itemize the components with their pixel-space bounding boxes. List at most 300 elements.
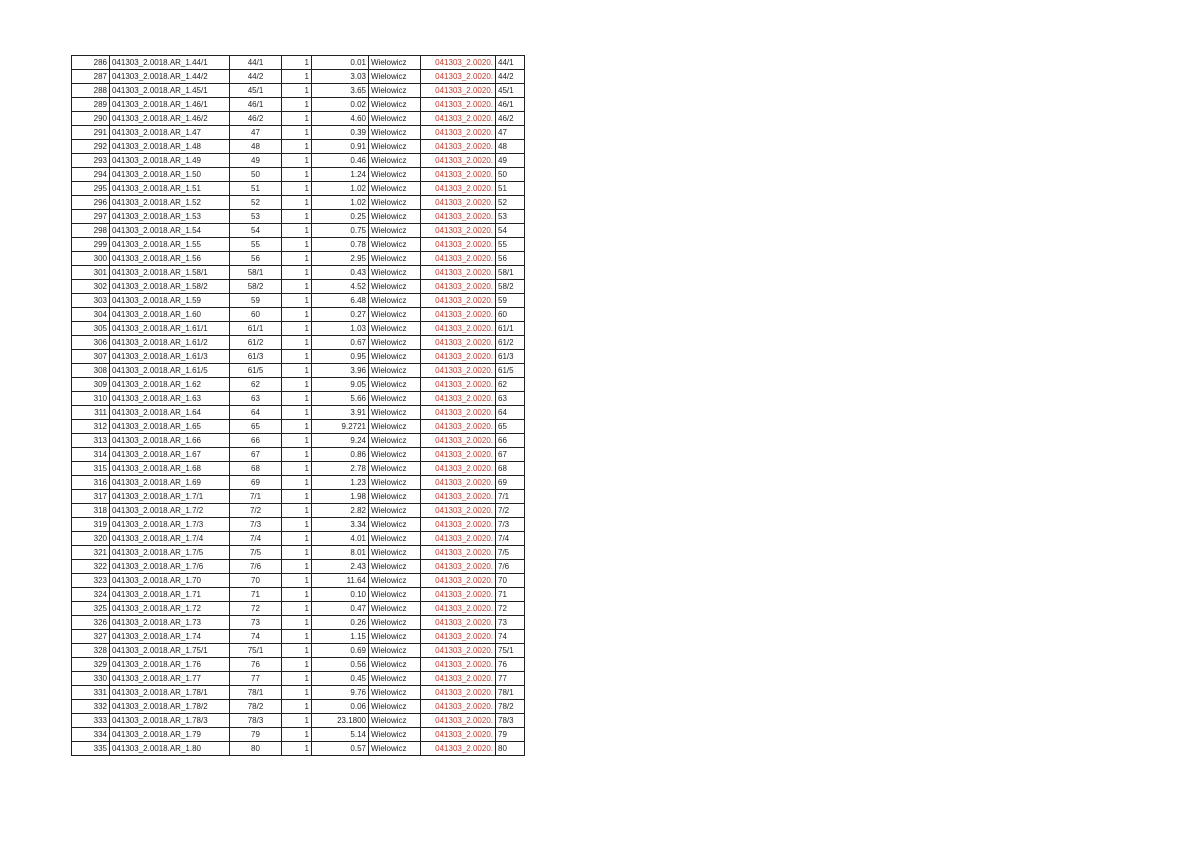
locality-cell: Wielowicz [369,266,421,280]
row-number-cell: 314 [72,448,110,462]
target-code-cell: 041303_2.0020. [421,504,496,518]
row-number-cell: 310 [72,392,110,406]
parcel-identifier-cell: 041303_2.0018.AR_1.64 [110,406,230,420]
parcel-identifier-cell: 041303_2.0018.AR_1.78/1 [110,686,230,700]
target-code-cell: 041303_2.0020. [421,714,496,728]
area-cell: 2.95 [312,252,369,266]
locality-cell: Wielowicz [369,336,421,350]
table-row [72,532,525,546]
row-number-cell: 324 [72,588,110,602]
locality-cell: Wielowicz [369,378,421,392]
target-parcel-cell: 71 [496,588,525,602]
target-code-cell: 041303_2.0020. [421,84,496,98]
parcel-identifier-cell: 041303_2.0018.AR_1.61/2 [110,336,230,350]
count-cell: 1 [282,532,312,546]
row-number-cell: 294 [72,168,110,182]
parcel-number-cell: 80 [230,742,282,756]
locality-cell: Wielowicz [369,462,421,476]
parcel-number-cell: 50 [230,168,282,182]
area-cell: 8.01 [312,546,369,560]
count-cell: 1 [282,476,312,490]
locality-cell: Wielowicz [369,70,421,84]
target-code-cell: 041303_2.0020. [421,518,496,532]
area-cell: 0.86 [312,448,369,462]
parcel-identifier-cell: 041303_2.0018.AR_1.71 [110,588,230,602]
row-number-cell: 334 [72,728,110,742]
target-parcel-cell: 70 [496,574,525,588]
count-cell: 1 [282,448,312,462]
table-row [72,742,525,756]
area-cell: 0.78 [312,238,369,252]
table-row [72,140,525,154]
target-parcel-cell: 48 [496,140,525,154]
area-cell: 0.43 [312,266,369,280]
locality-cell: Wielowicz [369,490,421,504]
area-cell: 9.24 [312,434,369,448]
target-parcel-cell: 73 [496,616,525,630]
count-cell: 1 [282,182,312,196]
row-number-cell: 301 [72,266,110,280]
locality-cell: Wielowicz [369,84,421,98]
target-parcel-cell: 44/1 [496,56,525,70]
parcel-number-cell: 71 [230,588,282,602]
parcel-number-cell: 46/1 [230,98,282,112]
area-cell: 0.75 [312,224,369,238]
parcel-identifier-cell: 041303_2.0018.AR_1.78/2 [110,700,230,714]
count-cell: 1 [282,84,312,98]
target-parcel-cell: 53 [496,210,525,224]
count-cell: 1 [282,280,312,294]
count-cell: 1 [282,588,312,602]
table-row [72,434,525,448]
parcel-number-cell: 67 [230,448,282,462]
count-cell: 1 [282,364,312,378]
count-cell: 1 [282,266,312,280]
parcel-identifier-cell: 041303_2.0018.AR_1.77 [110,672,230,686]
target-code-cell: 041303_2.0020. [421,98,496,112]
table-row [72,182,525,196]
row-number-cell: 323 [72,574,110,588]
row-number-cell: 307 [72,350,110,364]
count-cell: 1 [282,686,312,700]
area-cell: 1.02 [312,182,369,196]
count-cell: 1 [282,98,312,112]
count-cell: 1 [282,252,312,266]
parcel-number-cell: 49 [230,154,282,168]
row-number-cell: 302 [72,280,110,294]
row-number-cell: 300 [72,252,110,266]
target-code-cell: 041303_2.0020. [421,434,496,448]
target-parcel-cell: 66 [496,434,525,448]
parcel-number-cell: 45/1 [230,84,282,98]
target-parcel-cell: 45/1 [496,84,525,98]
row-number-cell: 330 [72,672,110,686]
parcel-number-cell: 58/1 [230,266,282,280]
parcel-identifier-cell: 041303_2.0018.AR_1.58/1 [110,266,230,280]
target-parcel-cell: 74 [496,630,525,644]
locality-cell: Wielowicz [369,518,421,532]
target-parcel-cell: 79 [496,728,525,742]
target-code-cell: 041303_2.0020. [421,364,496,378]
parcel-identifier-cell: 041303_2.0018.AR_1.52 [110,196,230,210]
parcel-identifier-cell: 041303_2.0018.AR_1.73 [110,616,230,630]
row-number-cell: 289 [72,98,110,112]
target-code-cell: 041303_2.0020. [421,56,496,70]
count-cell: 1 [282,238,312,252]
parcel-number-cell: 64 [230,406,282,420]
table-row [72,406,525,420]
area-cell: 0.47 [312,602,369,616]
count-cell: 1 [282,140,312,154]
area-cell: 0.45 [312,672,369,686]
parcel-identifier-cell: 041303_2.0018.AR_1.7/5 [110,546,230,560]
count-cell: 1 [282,322,312,336]
target-code-cell: 041303_2.0020. [421,140,496,154]
parcel-number-cell: 7/1 [230,490,282,504]
target-code-cell: 041303_2.0020. [421,210,496,224]
parcel-identifier-cell: 041303_2.0018.AR_1.54 [110,224,230,238]
table-row [72,168,525,182]
parcel-identifier-cell: 041303_2.0018.AR_1.7/4 [110,532,230,546]
locality-cell: Wielowicz [369,574,421,588]
row-number-cell: 287 [72,70,110,84]
row-number-cell: 316 [72,476,110,490]
row-number-cell: 286 [72,56,110,70]
parcel-identifier-cell: 041303_2.0018.AR_1.68 [110,462,230,476]
area-cell: 0.91 [312,140,369,154]
count-cell: 1 [282,406,312,420]
row-number-cell: 326 [72,616,110,630]
target-parcel-cell: 60 [496,308,525,322]
row-number-cell: 333 [72,714,110,728]
parcel-number-cell: 78/1 [230,686,282,700]
parcel-number-cell: 59 [230,294,282,308]
parcel-identifier-cell: 041303_2.0018.AR_1.47 [110,126,230,140]
locality-cell: Wielowicz [369,140,421,154]
count-cell: 1 [282,546,312,560]
target-code-cell: 041303_2.0020. [421,686,496,700]
parcel-identifier-cell: 041303_2.0018.AR_1.74 [110,630,230,644]
locality-cell: Wielowicz [369,364,421,378]
area-cell: 3.03 [312,70,369,84]
locality-cell: Wielowicz [369,476,421,490]
target-parcel-cell: 59 [496,294,525,308]
target-code-cell: 041303_2.0020. [421,378,496,392]
table-row [72,350,525,364]
target-code-cell: 041303_2.0020. [421,672,496,686]
target-parcel-cell: 7/4 [496,532,525,546]
parcel-identifier-cell: 041303_2.0018.AR_1.72 [110,602,230,616]
parcel-identifier-cell: 041303_2.0018.AR_1.62 [110,378,230,392]
area-cell: 3.96 [312,364,369,378]
target-code-cell: 041303_2.0020. [421,112,496,126]
target-parcel-cell: 7/5 [496,546,525,560]
locality-cell: Wielowicz [369,546,421,560]
target-parcel-cell: 64 [496,406,525,420]
target-parcel-cell: 46/2 [496,112,525,126]
area-cell: 9.2721 [312,420,369,434]
count-cell: 1 [282,420,312,434]
row-number-cell: 335 [72,742,110,756]
locality-cell: Wielowicz [369,560,421,574]
target-parcel-cell: 72 [496,602,525,616]
count-cell: 1 [282,112,312,126]
area-cell: 0.25 [312,210,369,224]
parcel-number-cell: 48 [230,140,282,154]
target-parcel-cell: 50 [496,168,525,182]
table-row [72,252,525,266]
area-cell: 3.91 [312,406,369,420]
table-row [72,574,525,588]
locality-cell: Wielowicz [369,98,421,112]
parcel-number-cell: 7/6 [230,560,282,574]
target-parcel-cell: 78/2 [496,700,525,714]
locality-cell: Wielowicz [369,728,421,742]
table-row [72,686,525,700]
area-cell: 0.67 [312,336,369,350]
table-row [72,728,525,742]
row-number-cell: 299 [72,238,110,252]
target-code-cell: 041303_2.0020. [421,700,496,714]
table-row [72,448,525,462]
target-parcel-cell: 7/2 [496,504,525,518]
locality-cell: Wielowicz [369,224,421,238]
parcel-identifier-cell: 041303_2.0018.AR_1.61/1 [110,322,230,336]
target-code-cell: 041303_2.0020. [421,658,496,672]
parcel-identifier-cell: 041303_2.0018.AR_1.49 [110,154,230,168]
table-row [72,560,525,574]
parcel-identifier-cell: 041303_2.0018.AR_1.76 [110,658,230,672]
target-code-cell: 041303_2.0020. [421,182,496,196]
parcel-number-cell: 66 [230,434,282,448]
row-number-cell: 311 [72,406,110,420]
count-cell: 1 [282,672,312,686]
area-cell: 1.23 [312,476,369,490]
parcel-identifier-cell: 041303_2.0018.AR_1.7/1 [110,490,230,504]
row-number-cell: 328 [72,644,110,658]
table-row [72,112,525,126]
parcel-number-cell: 53 [230,210,282,224]
parcel-identifier-cell: 041303_2.0018.AR_1.61/3 [110,350,230,364]
target-parcel-cell: 7/1 [496,490,525,504]
table-row [72,322,525,336]
table-row [72,658,525,672]
parcel-identifier-cell: 041303_2.0018.AR_1.60 [110,308,230,322]
parcel-number-cell: 79 [230,728,282,742]
parcel-identifier-cell: 041303_2.0018.AR_1.46/2 [110,112,230,126]
area-cell: 0.95 [312,350,369,364]
locality-cell: Wielowicz [369,714,421,728]
table-row [72,280,525,294]
parcel-identifier-cell: 041303_2.0018.AR_1.66 [110,434,230,448]
target-parcel-cell: 54 [496,224,525,238]
row-number-cell: 308 [72,364,110,378]
parcel-number-cell: 70 [230,574,282,588]
target-parcel-cell: 80 [496,742,525,756]
parcel-number-cell: 7/2 [230,504,282,518]
row-number-cell: 329 [72,658,110,672]
area-cell: 6.48 [312,294,369,308]
count-cell: 1 [282,392,312,406]
locality-cell: Wielowicz [369,616,421,630]
row-number-cell: 303 [72,294,110,308]
row-number-cell: 312 [72,420,110,434]
target-parcel-cell: 63 [496,392,525,406]
parcel-number-cell: 55 [230,238,282,252]
count-cell: 1 [282,644,312,658]
count-cell: 1 [282,602,312,616]
parcel-number-cell: 69 [230,476,282,490]
target-parcel-cell: 67 [496,448,525,462]
count-cell: 1 [282,462,312,476]
count-cell: 1 [282,336,312,350]
area-cell: 0.06 [312,700,369,714]
parcel-identifier-cell: 041303_2.0018.AR_1.53 [110,210,230,224]
target-code-cell: 041303_2.0020. [421,546,496,560]
target-parcel-cell: 56 [496,252,525,266]
locality-cell: Wielowicz [369,658,421,672]
area-cell: 9.05 [312,378,369,392]
area-cell: 2.82 [312,504,369,518]
parcel-number-cell: 44/2 [230,70,282,84]
parcel-identifier-cell: 041303_2.0018.AR_1.7/2 [110,504,230,518]
row-number-cell: 313 [72,434,110,448]
locality-cell: Wielowicz [369,700,421,714]
parcel-number-cell: 76 [230,658,282,672]
locality-cell: Wielowicz [369,56,421,70]
parcel-identifier-cell: 041303_2.0018.AR_1.48 [110,140,230,154]
target-code-cell: 041303_2.0020. [421,224,496,238]
area-cell: 0.01 [312,56,369,70]
table-row [72,714,525,728]
count-cell: 1 [282,728,312,742]
parcel-identifier-cell: 041303_2.0018.AR_1.56 [110,252,230,266]
target-code-cell: 041303_2.0020. [421,322,496,336]
locality-cell: Wielowicz [369,602,421,616]
area-cell: 3.65 [312,84,369,98]
target-parcel-cell: 65 [496,420,525,434]
target-parcel-cell: 7/3 [496,518,525,532]
table-row [72,336,525,350]
locality-cell: Wielowicz [369,182,421,196]
table-row [72,518,525,532]
area-cell: 0.27 [312,308,369,322]
target-code-cell: 041303_2.0020. [421,168,496,182]
row-number-cell: 291 [72,126,110,140]
table-row [72,490,525,504]
area-cell: 0.26 [312,616,369,630]
area-cell: 4.01 [312,532,369,546]
target-code-cell: 041303_2.0020. [421,266,496,280]
table-row [72,644,525,658]
locality-cell: Wielowicz [369,196,421,210]
row-number-cell: 306 [72,336,110,350]
table-row [72,364,525,378]
locality-cell: Wielowicz [369,126,421,140]
count-cell: 1 [282,742,312,756]
table-row [72,84,525,98]
table-row [72,154,525,168]
parcel-number-cell: 7/5 [230,546,282,560]
locality-cell: Wielowicz [369,350,421,364]
row-number-cell: 322 [72,560,110,574]
locality-cell: Wielowicz [369,644,421,658]
area-cell: 0.02 [312,98,369,112]
area-cell: 4.60 [312,112,369,126]
row-number-cell: 332 [72,700,110,714]
locality-cell: Wielowicz [369,742,421,756]
locality-cell: Wielowicz [369,434,421,448]
table-row [72,700,525,714]
target-code-cell: 041303_2.0020. [421,532,496,546]
row-number-cell: 293 [72,154,110,168]
target-parcel-cell: 7/6 [496,560,525,574]
target-parcel-cell: 61/1 [496,322,525,336]
target-code-cell: 041303_2.0020. [421,462,496,476]
table-row [72,392,525,406]
target-parcel-cell: 78/1 [496,686,525,700]
target-code-cell: 041303_2.0020. [421,196,496,210]
parcel-number-cell: 62 [230,378,282,392]
parcel-number-cell: 46/2 [230,112,282,126]
row-number-cell: 315 [72,462,110,476]
row-number-cell: 325 [72,602,110,616]
table-row [72,308,525,322]
parcel-identifier-cell: 041303_2.0018.AR_1.78/3 [110,714,230,728]
count-cell: 1 [282,126,312,140]
parcel-number-cell: 60 [230,308,282,322]
parcel-identifier-cell: 041303_2.0018.AR_1.58/2 [110,280,230,294]
locality-cell: Wielowicz [369,154,421,168]
row-number-cell: 321 [72,546,110,560]
parcel-identifier-cell: 041303_2.0018.AR_1.7/6 [110,560,230,574]
row-number-cell: 305 [72,322,110,336]
table-row [72,616,525,630]
target-code-cell: 041303_2.0020. [421,336,496,350]
target-parcel-cell: 55 [496,238,525,252]
parcel-identifier-cell: 041303_2.0018.AR_1.79 [110,728,230,742]
table-row [72,224,525,238]
parcel-identifier-cell: 041303_2.0018.AR_1.69 [110,476,230,490]
parcel-table-body [72,56,525,756]
table-row [72,266,525,280]
target-code-cell: 041303_2.0020. [421,476,496,490]
parcel-identifier-cell: 041303_2.0018.AR_1.7/3 [110,518,230,532]
area-cell: 2.78 [312,462,369,476]
area-cell: 1.24 [312,168,369,182]
target-code-cell: 041303_2.0020. [421,308,496,322]
parcel-number-cell: 54 [230,224,282,238]
count-cell: 1 [282,70,312,84]
parcel-number-cell: 61/1 [230,322,282,336]
target-parcel-cell: 62 [496,378,525,392]
count-cell: 1 [282,56,312,70]
row-number-cell: 319 [72,518,110,532]
count-cell: 1 [282,434,312,448]
row-number-cell: 318 [72,504,110,518]
table-row [72,588,525,602]
locality-cell: Wielowicz [369,588,421,602]
target-code-cell: 041303_2.0020. [421,392,496,406]
row-number-cell: 304 [72,308,110,322]
target-parcel-cell: 52 [496,196,525,210]
count-cell: 1 [282,504,312,518]
table-row [72,126,525,140]
area-cell: 1.03 [312,322,369,336]
table-row [72,70,525,84]
locality-cell: Wielowicz [369,322,421,336]
parcel-number-cell: 7/4 [230,532,282,546]
